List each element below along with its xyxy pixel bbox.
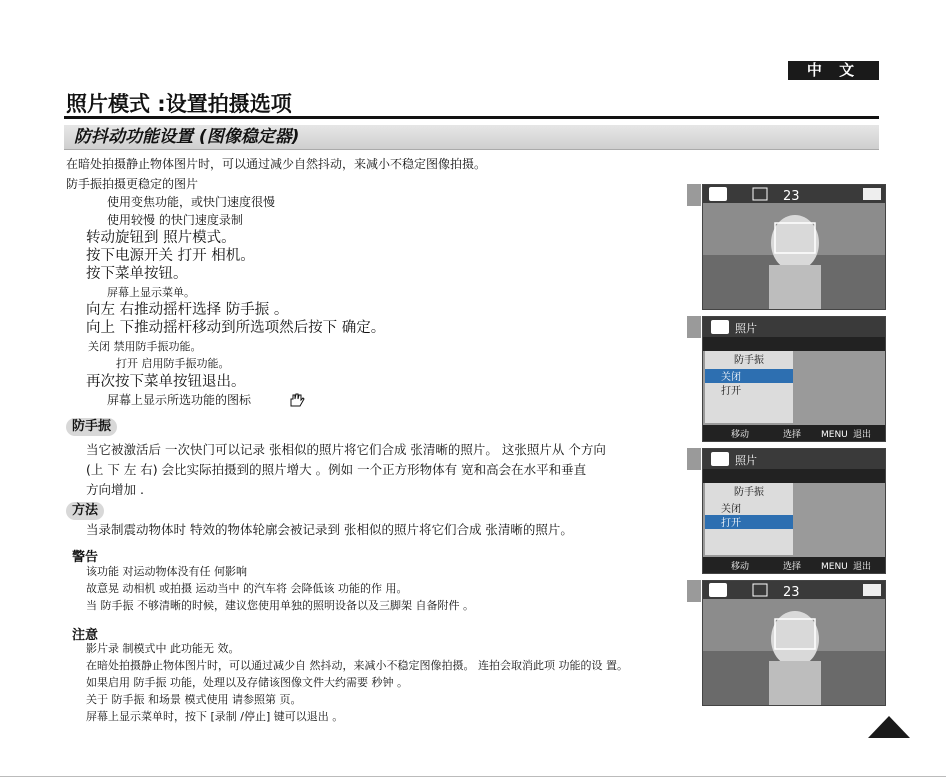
notice-title: 注意 — [72, 628, 99, 643]
step-5-on: 打开 启用防手振功能。 — [116, 357, 230, 370]
svg-text:防手振: 防手振 — [734, 355, 764, 366]
camera-screen-menu-2 — [702, 448, 886, 574]
antishake-line: 方向增加 . — [86, 482, 144, 497]
notice-line: 关于 防手振 和场景 模式使用 请参照第 页。 — [86, 693, 302, 706]
svg-text:退出: 退出 — [853, 430, 872, 440]
antishake-line: 当它被激活后 一次快门可以记录 张相似的照片将它们合成 张清晰的照片。 这张照片从 个方向 — [86, 442, 606, 457]
step-1: 转动旋钮到 照片模式。 — [86, 230, 236, 246]
step-5: 向上 下推动摇杆移动到所选项然后按下 确定。 — [86, 320, 386, 336]
intro-line: 防手振拍摄更稳定的图片 — [66, 177, 199, 191]
camera-mode-icon — [709, 187, 727, 201]
warning-line: 故意晃 动相机 或拍摄 运动当中 的汽车将 会降低该 功能的作 用。 — [86, 582, 408, 595]
step-5-off: 关闭 禁用防手振功能。 — [88, 340, 202, 353]
method-tag: 方法 — [66, 502, 104, 520]
intro-line: 在暗处拍摄静止物体图片时，可以通过减少自然抖动，来减小不稳定图像拍摄。 — [66, 157, 487, 171]
method-line: 当录制震动物体时 特效的物体轮廓会被记录到 张相似的照片将它们合成 张清晰的照片。 — [86, 522, 573, 537]
svg-text:23: 23 — [783, 585, 800, 600]
intro-bullet: 使用较慢 的快门速度录制 — [107, 213, 243, 227]
section-title: 防抖动功能设置 (图像稳定器) — [74, 127, 300, 147]
svg-text:退出: 退出 — [853, 562, 872, 572]
svg-text:打开: 打开 — [721, 518, 741, 529]
svg-text:MENU: MENU — [821, 562, 848, 572]
screen-step-label — [687, 580, 701, 602]
language-badge: 中 文 — [788, 61, 879, 80]
warning-title: 警告 — [72, 550, 99, 565]
step-6-note: 屏幕上显示所选功能的图标 — [107, 393, 252, 407]
step-3-note: 屏幕上显示菜单。 — [107, 286, 195, 299]
screen-step-label — [687, 316, 701, 338]
svg-text:选择: 选择 — [783, 430, 802, 440]
playback-icon — [863, 188, 881, 200]
camera-screen-1 — [702, 184, 886, 310]
notice-line: 如果启用 防手振 功能，处理以及存储该图像文件大约需要 秒钟 。 — [86, 676, 408, 689]
camera-screen-2 — [702, 580, 886, 706]
step-2: 按下电源开关 打开 相机。 — [86, 248, 255, 264]
svg-text:关闭: 关闭 — [721, 372, 741, 383]
svg-text:移动: 移动 — [731, 562, 750, 572]
antishake-tag: 防手振 — [66, 418, 117, 436]
shots-remaining: 23 — [783, 189, 800, 204]
notice-line: 在暗处拍摄静止物体图片时，可以通过减少自 然抖动，来减小不稳定图像拍摄。 连拍会取消此项 功能的设 置。 — [86, 659, 628, 672]
svg-text:照片: 照片 — [735, 322, 757, 335]
warning-line: 该功能 对运动物体没有任 何影响 — [86, 565, 247, 578]
title-rule — [64, 116, 879, 119]
svg-text:MENU: MENU — [821, 430, 848, 440]
notice-line: 屏幕上显示菜单时，按下 [录制 /停止] 键可以退出 。 — [86, 710, 344, 723]
svg-text:选择: 选择 — [783, 562, 802, 572]
svg-text:防手振: 防手振 — [734, 487, 764, 498]
notice-line: 影片录 制模式中 此功能无 效。 — [86, 642, 240, 655]
svg-text:关闭: 关闭 — [721, 504, 741, 515]
antishake-hand-icon — [288, 393, 306, 407]
step-6: 再次按下菜单按钮退出。 — [86, 374, 246, 390]
antishake-line: (上 下 左 右) 会比实际拍摄到的照片增大 。例如 一个正方形物体有 宽和高会在水平和垂直 — [86, 462, 587, 477]
page-title: 照片模式 :设置拍摄选项 — [66, 92, 292, 116]
svg-text:打开: 打开 — [721, 386, 741, 397]
svg-text:照片: 照片 — [735, 454, 757, 467]
step-3: 按下菜单按钮。 — [86, 266, 188, 282]
bottom-rule — [0, 776, 946, 777]
screen-step-label — [687, 448, 701, 470]
intro-bullet: 使用变焦功能，或快门速度很慢 — [107, 195, 276, 209]
warning-line: 当 防手振 不够清晰的时候，建议您使用单独的照明设备以及三脚架 自备附件 。 — [86, 599, 474, 612]
next-page-arrow-icon[interactable] — [868, 716, 910, 738]
screen-step-label — [687, 184, 701, 206]
camera-screen-menu-1 — [702, 316, 886, 442]
step-4: 向左 右推动摇杆选择 防手振 。 — [86, 302, 289, 318]
svg-text:移动: 移动 — [731, 430, 750, 440]
